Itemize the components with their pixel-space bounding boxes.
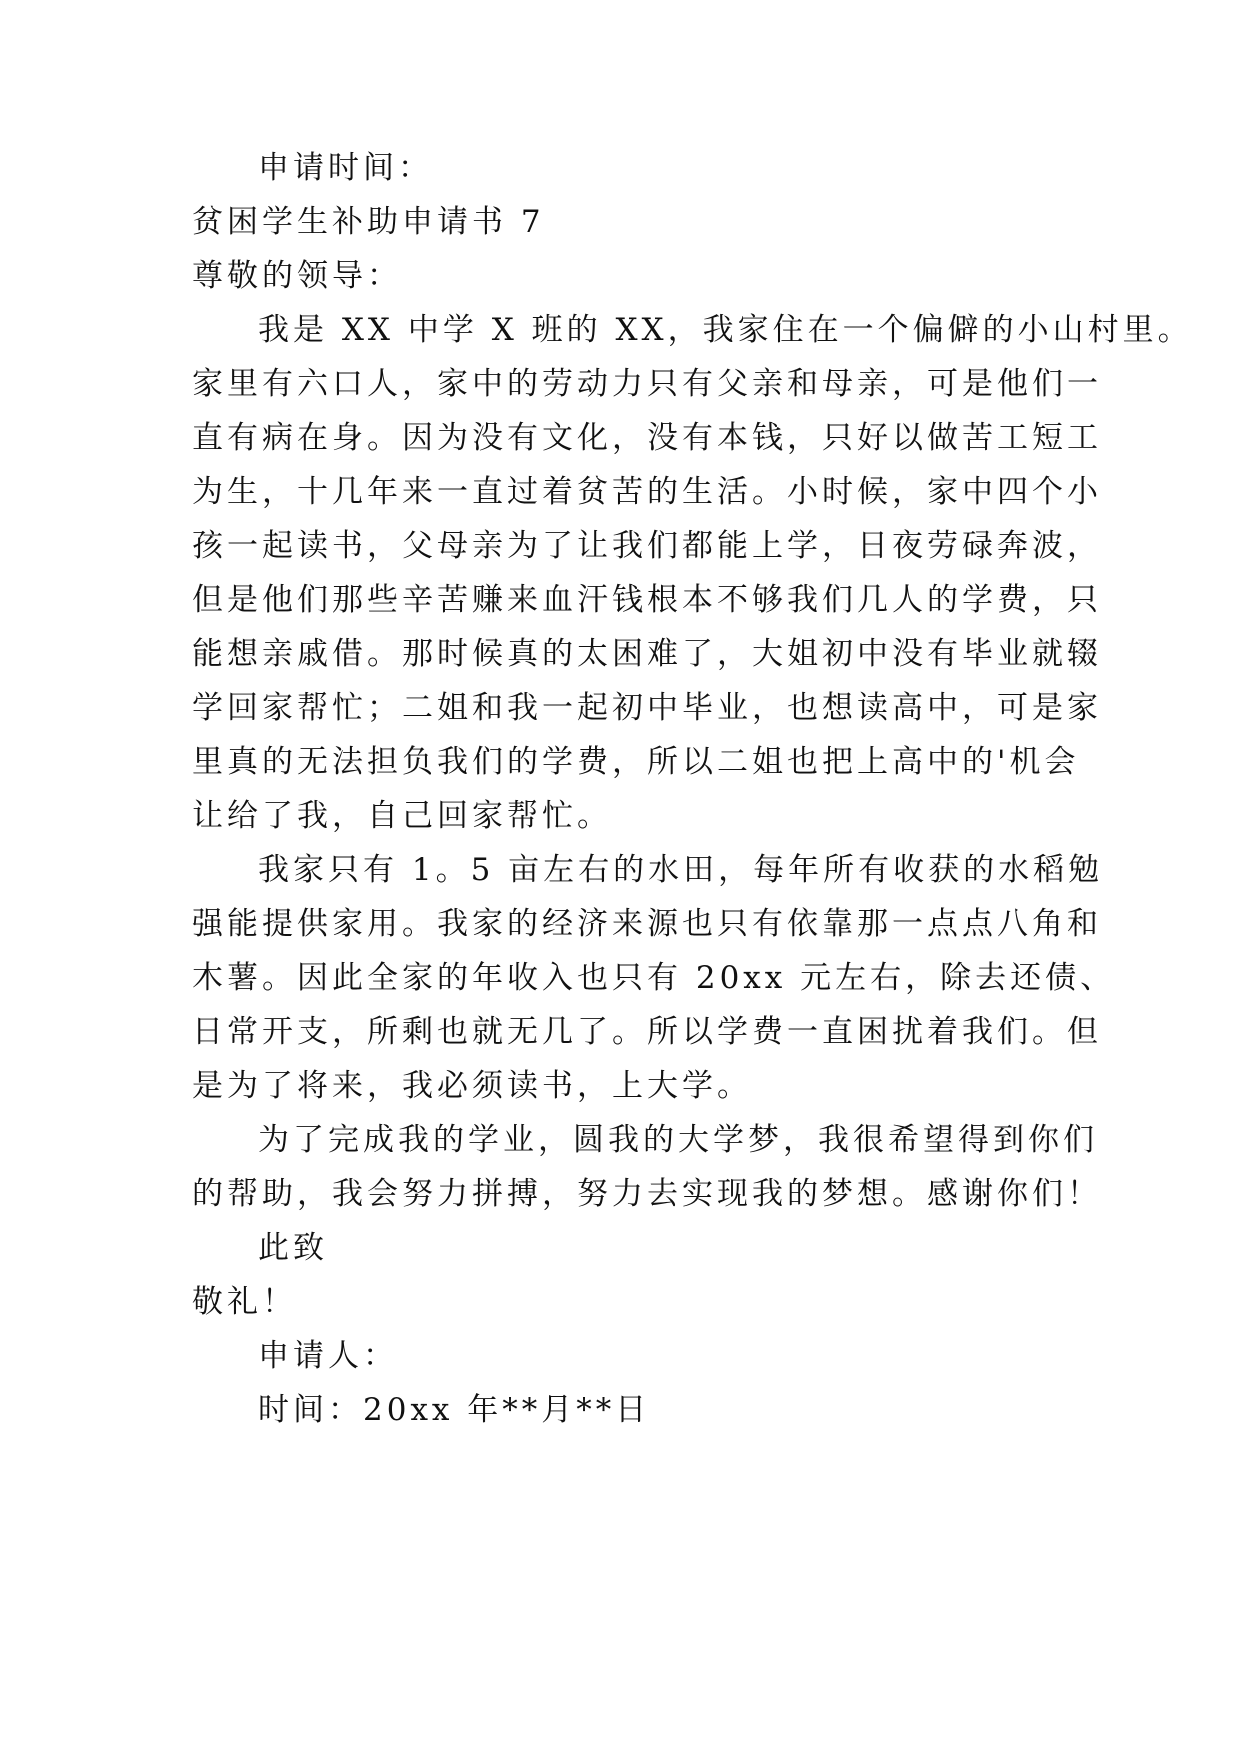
body-line: 为了完成我的学业，圆我的大学梦，我很希望得到你们 <box>258 1122 1098 1158</box>
body-line: 让给了我，自己回家帮忙。 <box>192 798 612 834</box>
body-line: 我是 XX 中学 X 班的 XX，我家住在一个偏僻的小山村里。 <box>258 312 1193 348</box>
body-line: 家里有六口人，家中的劳动力只有父亲和母亲，可是他们一 <box>192 366 1102 402</box>
application-time-label: 申请时间： <box>258 150 433 186</box>
letter-title: 贫困学生补助申请书 7 <box>192 204 545 240</box>
applicant-label: 申请人： <box>258 1338 398 1374</box>
body-line: 为生，十几年来一直过着贫苦的生活。小时候，家中四个小 <box>192 474 1102 510</box>
body-line: 直有病在身。因为没有文化，没有本钱，只好以做苦工短工 <box>192 420 1102 456</box>
salutation: 尊敬的领导： <box>192 258 402 294</box>
body-line: 强能提供家用。我家的经济来源也只有依靠那一点点八角和 <box>192 906 1102 942</box>
closing-line: 此致 <box>258 1230 328 1266</box>
body-line: 能想亲戚借。那时候真的太困难了，大姐初中没有毕业就辍 <box>192 636 1102 672</box>
body-line: 木薯。因此全家的年收入也只有 20xx 元左右，除去还债、 <box>192 960 1116 996</box>
body-line: 但是他们那些辛苦赚来血汗钱根本不够我们几人的学费，只 <box>192 582 1102 618</box>
body-line: 日常开支，所剩也就无几了。所以学费一直困扰着我们。但 <box>192 1014 1102 1050</box>
body-line: 的帮助，我会努力拼搏，努力去实现我的梦想。感谢你们！ <box>192 1176 1102 1212</box>
body-line: 孩一起读书，父母亲为了让我们都能上学，日夜劳碌奔波， <box>192 528 1102 564</box>
body-line: 学回家帮忙；二姐和我一起初中毕业，也想读高中，可是家 <box>192 690 1102 726</box>
closing-salute: 敬礼！ <box>192 1284 297 1320</box>
body-line: 我家只有 1。5 亩左右的水田，每年所有收获的水稻勉 <box>258 852 1104 888</box>
body-line: 是为了将来，我必须读书，上大学。 <box>192 1068 752 1104</box>
date-line: 时间：20xx 年**月**日 <box>258 1392 651 1428</box>
body-line: 里真的无法担负我们的学费，所以二姐也把上高中的'机会 <box>192 744 1080 780</box>
